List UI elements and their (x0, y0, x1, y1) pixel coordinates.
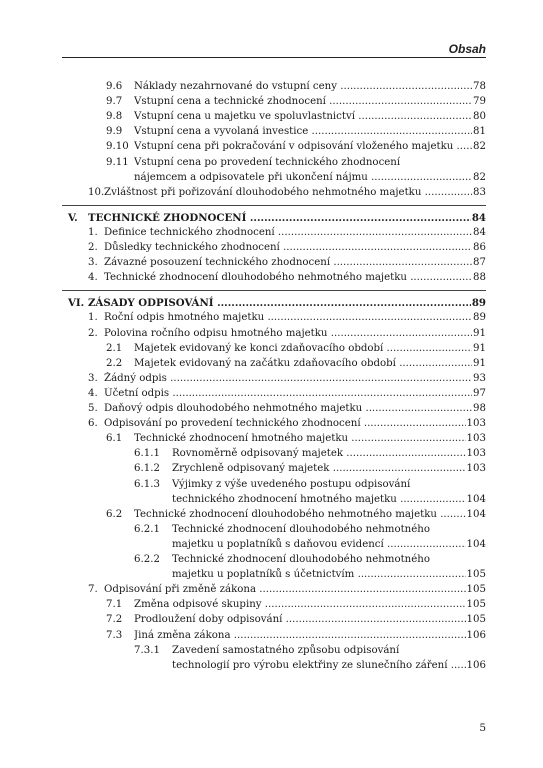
toc-entry-title: ZÁSADY ODPISOVÁNÍ ..... (88, 296, 471, 310)
toc-entry-page: 78 (473, 81, 486, 92)
toc-entry-page: 82 (473, 141, 486, 153)
toc-entry[interactable] (106, 80, 486, 94)
toc-entry-title: Zrychleně odpisovaný majetek ..... (172, 462, 466, 476)
toc-entry-page: 103 (466, 463, 486, 475)
toc-entry-page: 86 (473, 242, 486, 253)
toc-entry[interactable] (88, 256, 486, 270)
toc-entry-number: 6.2.2 (134, 554, 160, 565)
toc-entry-page: 82 (473, 171, 486, 183)
toc-entry-page: 104 (466, 493, 486, 505)
toc-entry-title: Technické zhodnocení hmotného majetku ..... (134, 432, 466, 446)
toc-entry[interactable] (134, 447, 486, 461)
toc-entry-number: 7.1 (106, 599, 123, 611)
toc-entry-page: 105 (466, 599, 486, 611)
toc-entry-page: 81 (473, 126, 486, 138)
toc-entry-title: Vstupní cena při pokračování v odpisování vloženého majetku ..... (134, 140, 472, 154)
toc-entry-number: 1. (88, 312, 98, 324)
toc-entry-number: 3. (88, 257, 98, 269)
toc-entry-page: 105 (466, 614, 486, 626)
toc-entry[interactable] (88, 186, 486, 200)
toc-entry-page: 105 (466, 584, 486, 596)
toc-entry-title: Odpisování po provedení technického zhodnocení ..... (104, 417, 466, 431)
toc-entry-number: 3. (88, 372, 98, 384)
toc-entry-title: Definice technického zhodnocení ..... (104, 226, 472, 240)
toc-entry-number: 6.2 (106, 508, 123, 520)
toc-entry-page: 103 (466, 448, 486, 460)
toc-entry[interactable] (106, 110, 486, 124)
toc-entry-number: 6.1.3 (134, 478, 160, 490)
toc-entry-number: 7.2 (106, 614, 123, 626)
toc-entry-title: Jiná změna zákona ..... (134, 629, 466, 643)
toc-entry-page: 88 (473, 272, 486, 284)
toc-entry[interactable] (106, 357, 486, 371)
toc-entry-title: Daňový odpis dlouhodobého nehmotného majetku ..... (104, 402, 472, 416)
toc-entry-title: majetku u poplatníků s daňovou evidencí ..... (172, 538, 466, 552)
toc-entry-page: 103 (466, 418, 486, 430)
header-rule (62, 57, 486, 58)
toc-entry[interactable] (88, 387, 486, 401)
toc-entry-number: 6.2.1 (134, 523, 160, 535)
toc-entry-title: Technické zhodnocení dlouhodobého nehmotného majetku ..... (104, 271, 472, 285)
toc-entry-number: 2.2 (106, 357, 123, 369)
toc-entry-title: Rovnoměrně odpisovaný majetek ..... (172, 447, 466, 461)
toc-entry-title: Zvláštnost při pořizování dlouhodobého nehmotného majetku ..... (104, 186, 472, 200)
toc-entry-title: Roční odpis hmotného majetku ..... (104, 311, 472, 325)
toc-entry[interactable] (172, 659, 486, 673)
toc-entry-title: Výjimky z výše uvedeného postupu odpisování (172, 478, 411, 490)
toc-entry-title: Žádný odpis ..... (104, 372, 472, 386)
toc-entry-page: 79 (473, 96, 486, 108)
toc-entry-page: 104 (466, 508, 486, 520)
toc-entry-number: 7. (88, 584, 98, 596)
toc-entry-page: 87 (473, 257, 486, 269)
toc-entry-number: 2. (88, 242, 98, 253)
toc-entry-number: 4. (88, 272, 98, 284)
toc-entry-number: 9.6 (106, 81, 123, 92)
toc-entry-title: Náklady nezahrnované do vstupní ceny ..... (134, 80, 472, 94)
toc-entry[interactable] (106, 629, 486, 643)
toc-entry-title: Technické zhodnocení dlouhodobého nehmotného (172, 554, 430, 565)
toc-entry-title: Zavedení samostatného způsobu odpisování (172, 644, 400, 656)
toc-entry-page: 84 (473, 226, 486, 238)
toc-entry[interactable] (88, 402, 486, 416)
toc-entry-number: V. (68, 211, 78, 224)
toc-entry-number: 6.1.1 (134, 448, 160, 460)
toc-entry-title: technologií pro výrobu elektřiny ze slunečního záření ..... (172, 659, 466, 673)
toc-entry-number: 1. (88, 226, 98, 238)
toc-entry[interactable] (172, 493, 486, 507)
toc-entry[interactable] (88, 241, 486, 255)
toc-entry[interactable] (106, 598, 486, 612)
toc-entry-number: 6. (88, 418, 98, 430)
toc-entry[interactable] (134, 478, 486, 492)
toc-entry[interactable] (106, 508, 486, 522)
toc-entry-title: Polovina ročního odpisu hmotného majetku ..... (104, 327, 472, 341)
toc-entry[interactable] (172, 538, 486, 552)
toc-entry[interactable] (106, 140, 486, 154)
toc-entry-title: Vstupní cena a technické zhodnocení ..... (134, 95, 472, 109)
toc-entry[interactable] (134, 523, 486, 537)
toc-entry-number: 9.7 (106, 96, 123, 108)
toc-entry-number: 9.8 (106, 111, 123, 123)
toc-entry[interactable] (134, 462, 486, 476)
toc-entry[interactable] (88, 417, 486, 431)
toc-entry-page: 91 (473, 357, 486, 369)
toc-entry-page: 83 (473, 186, 486, 198)
toc-entry-title: TECHNICKÉ ZHODNOCENÍ ..... (88, 211, 471, 225)
toc-entry[interactable] (88, 327, 486, 341)
toc-entry-title: Vstupní cena u majetku ve spoluvlastnictví ..... (134, 110, 472, 124)
toc-entry-title: Vstupní cena po provedení technického zhodnocení (134, 156, 401, 168)
toc-entry-page: 97 (473, 387, 486, 399)
toc-entry-title: Odpisování při změně zákona ..... (104, 583, 466, 597)
toc-entry[interactable] (68, 296, 486, 310)
toc-entry-number: 5. (88, 403, 98, 414)
toc-entry-page: 103 (466, 433, 486, 445)
toc-entry-number: VI. (68, 297, 85, 310)
toc-entry-number: 2.1 (106, 342, 123, 354)
toc-entry[interactable] (88, 226, 486, 240)
toc-entry-title: majetku u poplatníků s účetnictvím ..... (172, 568, 466, 582)
toc-entry[interactable] (134, 171, 486, 185)
page-number: 5 (479, 722, 486, 734)
toc-entry[interactable] (134, 644, 486, 658)
toc-entry-title: Závazné posouzení technického zhodnocení ..... (104, 256, 472, 270)
toc-entry[interactable] (88, 271, 486, 285)
toc-entry[interactable] (134, 553, 486, 567)
toc-entry-number: 10. (88, 186, 105, 198)
toc-entry[interactable] (88, 372, 486, 386)
toc-entry[interactable] (88, 583, 486, 597)
toc-entry-page: 98 (473, 403, 486, 414)
toc-entry-number: 9.11 (106, 156, 129, 168)
toc-entry[interactable] (106, 613, 486, 627)
toc-entry-page: 106 (466, 659, 486, 671)
toc-entry-page: 105 (466, 569, 486, 581)
toc-entry-number: 7.3.1 (134, 644, 160, 656)
toc-entry-title: nájemcem a odpisovatele při ukončení nájmu ..... (134, 171, 472, 185)
running-header: Obsah (448, 42, 486, 56)
section-divider (62, 205, 486, 206)
toc-entry[interactable] (68, 211, 486, 225)
toc-entry-title: Důsledky technického zhodnocení ..... (104, 241, 472, 255)
toc-entry-page: 80 (473, 111, 486, 123)
toc-entry[interactable] (88, 311, 486, 325)
toc-entry-title: Změna odpisové skupiny ..... (134, 598, 466, 612)
toc-entry[interactable] (172, 568, 486, 582)
toc-entry-page: 93 (473, 372, 486, 384)
toc-entry-page: 106 (466, 629, 486, 641)
toc-entry-title: Vstupní cena a vyvolaná investice ..... (134, 125, 472, 139)
toc-entry-number: 2. (88, 327, 98, 339)
toc-entry[interactable] (106, 342, 486, 356)
toc-entry-number: 6.1.2 (134, 463, 160, 475)
toc-entry-title: technického zhodnocení hmotného majetku ..... (172, 493, 466, 507)
toc-entry-page: 89 (471, 297, 486, 310)
toc-entry-title: Účetní odpis ..... (104, 387, 472, 401)
toc-entry[interactable] (106, 156, 486, 170)
section-divider (62, 290, 486, 291)
toc-entry-title: Technické zhodnocení dlouhodobého nehmotného majetku ..... (134, 508, 466, 522)
toc-entry-number: 7.3 (106, 629, 123, 641)
toc-entry-page: 84 (471, 211, 486, 224)
toc-entry-number: 6.1 (106, 433, 123, 445)
toc-entry-title: Prodloužení doby odpisování ..... (134, 613, 466, 627)
toc-entry[interactable] (106, 432, 486, 446)
toc-entry-title: Majetek evidovaný ke konci zdaňovacího období ..... (134, 342, 472, 356)
toc-entry-number: 9.10 (106, 141, 129, 153)
toc-entry-title: Technické zhodnocení dlouhodobého nehmotného (172, 523, 430, 535)
toc-entry-number: 4. (88, 387, 98, 399)
toc-entry[interactable] (106, 95, 486, 109)
toc-entry-page: 104 (466, 538, 486, 550)
toc-entry-page: 89 (473, 312, 486, 324)
toc-entry-page: 91 (473, 342, 486, 354)
toc-entry[interactable] (106, 125, 486, 139)
toc-entry-title: Majetek evidovaný na začátku zdaňovacího období ..... (134, 357, 472, 371)
toc-entry-page: 91 (473, 327, 486, 339)
toc-entry-number: 9.9 (106, 126, 123, 138)
